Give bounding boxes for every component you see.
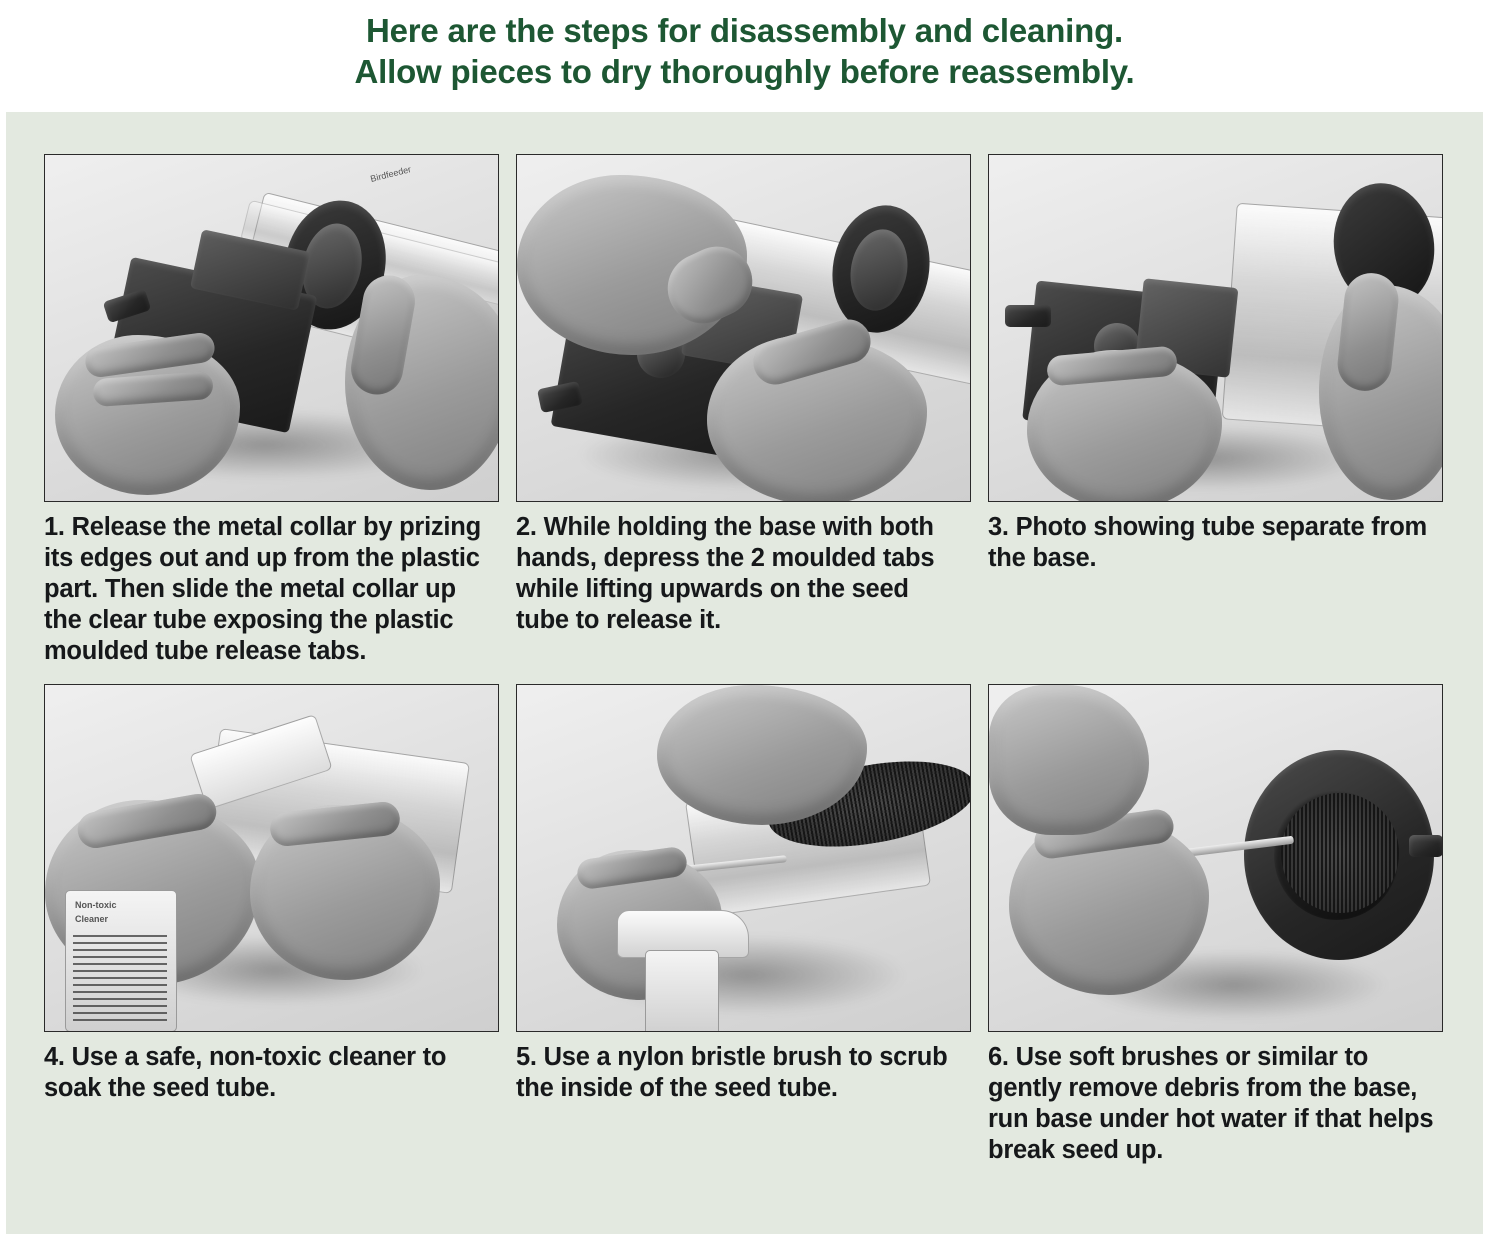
perch — [1409, 835, 1443, 857]
step-caption-1: 1. Release the metal collar by prizing its edges out and up from the plastic part. Then slide the metal collar up the clear tube exposing the plastic moulded tube release tabs. — [44, 513, 481, 666]
steps-panel — [6, 112, 1483, 1234]
cleaner-bottle-label-line-1: Non-toxic — [75, 899, 117, 910]
page-title — [0, 0, 1489, 93]
cleaner-bottle-label-line-2: Cleaner — [75, 913, 109, 924]
step-photo-6 — [988, 684, 1443, 1032]
cleaner-bottle-label — [73, 935, 167, 1023]
bottle-brush-head — [1281, 793, 1399, 913]
step-photo-5 — [516, 684, 971, 1032]
step-photo-3 — [988, 154, 1443, 502]
step-photo-4 — [44, 684, 499, 1032]
step-caption-3: 3. Photo showing tube separate from the base. — [988, 513, 1427, 573]
step-card-3 — [988, 154, 1443, 668]
step-card-6 — [988, 684, 1443, 1166]
step-caption-6: 6. Use soft brushes or similar to gently remove debris from the base, run base under hot water if that helps break seed up. — [988, 1042, 1434, 1164]
page-title-line-2: Allow pieces to dry thoroughly before reassembly. — [354, 53, 1135, 91]
page-title-line-1: Here are the steps for disassembly and cleaning. — [365, 12, 1124, 49]
step-caption-2: 2. While holding the base with both hands, depress the 2 moulded tabs while lifting upwards on the seed tube to release it. — [516, 513, 935, 635]
steps-grid — [44, 154, 1444, 1182]
product-embossing: Birdfeeder — [369, 164, 413, 184]
step-card-1 — [44, 154, 499, 668]
perch — [1005, 305, 1051, 327]
step-photo-1 — [44, 154, 499, 502]
step-card-5 — [516, 684, 971, 1166]
step-caption-4: 4. Use a safe, non-toxic cleaner to soak the seed tube. — [44, 1042, 447, 1102]
spray-bottle — [645, 950, 719, 1032]
step-card-2 — [516, 154, 971, 668]
step-caption-5: 5. Use a nylon bristle brush to scrub the inside of the seed tube. — [516, 1042, 948, 1102]
step-card-4 — [44, 684, 499, 1166]
step-photo-2 — [516, 154, 971, 502]
